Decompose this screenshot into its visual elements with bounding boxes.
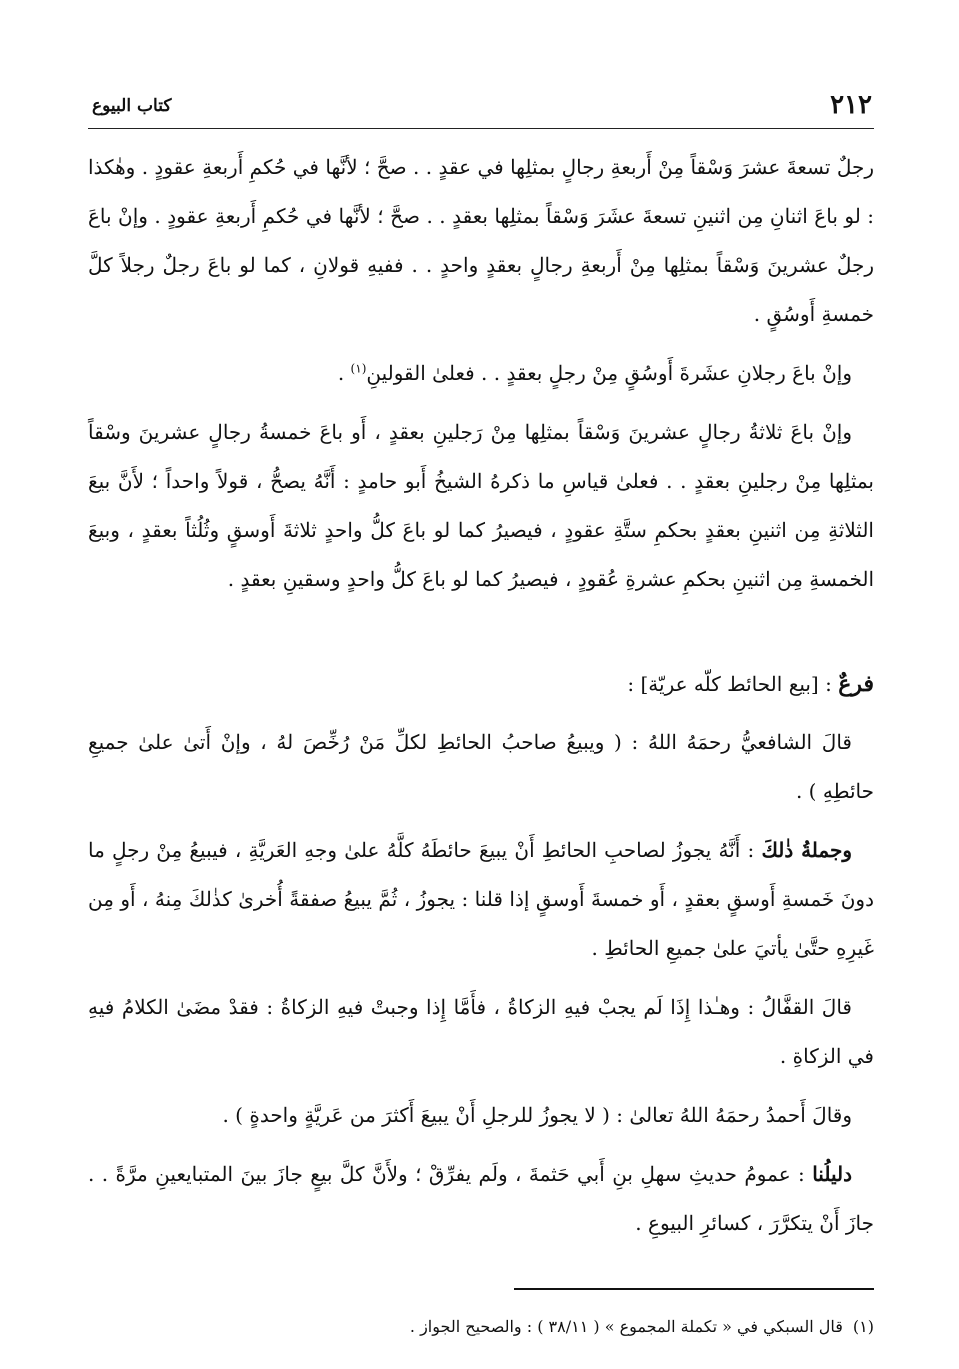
running-header xyxy=(88,88,874,129)
paragraph-3: وإنْ باعَ ثلاثةُ رجالٍ عشرينَ وَسْقاً بمثلِها مِنْ رَجلينِ بعقدٍ ، أَو باعَ خمسةُ رجالٍ عشرينَ وسْقاً بمثلِها مِنْ رجلينِ بعقدٍ . . فعلىٰ قياسِ ما ذكرهُ الشيخُ أَبو حامدٍ : أَنَّهُ يصحُّ ، قولاً واحداً ؛ لأَنَّ بيعَ الثلاثةِ مِن اثنينِ بعقدٍ بحكمِ ستَّةِ عقودٍ ، فيصيرُ كما لو باعَ كلُّ واحدٍ ثلاثةَ أَوسقٍ وثُلُثاً بعقدٍ ، وبيعَ الخمسةِ مِن اثنينِ بحكمِ عشرةِ عُقودٍ ، فيصيرُ كما لو باعَ كلُّ واحدٍ وسقينِ بعقدٍ . xyxy=(88,420,874,591)
footnote-reference: (١) xyxy=(350,361,367,376)
section-heading xyxy=(88,660,874,708)
page-number: ٢١٢ xyxy=(830,90,872,120)
paragraph-6: قالَ القفَّالُ : وهـٰذا إِذَا لَم يجبْ فيهِ الزكاةُ ، فأَمَّا إِذا وجبتْ فيهِ الزكاةُ : فقدْ مضَىٰ الكلامُ فيهِ في الزكاةِ . xyxy=(88,995,874,1068)
paragraph-2 xyxy=(88,349,874,398)
paragraph-8-lead: دليلُنا xyxy=(812,1162,852,1186)
paragraph-4: قالَ الشافعيُّ رحمَهُ اللهُ : ( ويبيعُ صاحبُ الحائطِ لكلِّ مَنْ رُخِّصَ لهُ ، وإنْ أَتىٰ علىٰ جميعِ حائطِهِ ) . xyxy=(88,730,874,803)
footnote xyxy=(88,1312,874,1342)
section-lead: فرعٌ xyxy=(838,671,874,697)
paragraph-5-lead: وجملةُ ذٰلكَ xyxy=(761,838,852,862)
paragraph-8 xyxy=(88,1150,874,1248)
page xyxy=(88,88,874,1336)
section-title: : [بيع الحائط كلّه عريّة] : xyxy=(627,672,839,696)
paragraph-5-text: : أَنَّهُ يجوزُ لصاحبِ الحائطِ أَنْ يبيعَ حائطَهُ كلَّهُ علىٰ وجهِ العَريَّةِ ، فيبيعُ مِنْ رجلٍ ما دونَ خَمسةِ أَوسقٍ بعقدٍ ، أَو خمسةَ أَوسقٍ إذا قلنا : يجوزُ ، ثُمَّ يبيعُ صفقةً أُخرىٰ كذٰلكَ مِنهُ ، أَو مِن غَيرِهِ حتَّىٰ يأتيَ علىٰ جميعِ الحائطِ . xyxy=(88,838,874,960)
paragraph-7: وقالَ أَحمدُ رحمَهُ اللهُ تعالىٰ : ( لا يجوزُ للرجلِ أَنْ يبيعَ أَكثرَ من عَريَّةٍ واحدةٍ ) . xyxy=(222,1103,852,1127)
book-title: كتاب البيوع xyxy=(92,96,172,116)
paragraph-1: رجلٌ تسعةَ عشرَ وَسْقاً مِنْ أَربعةِ رجالٍ بمثلِها في عقدٍ . . صحَّ ؛ لأنَّها في حُكمِ أَربعةِ عقودٍ . وهٰكذا : لو باعَ اثنانِ مِن اثنينِ تسعةَ عشَرَ وَسْقاً بمثلِها بعقدٍ . . صحَّ ؛ لأنَّها في حُكمِ أَربعةِ عقودٍ . وإنْ باعَ رجلٌ عشرينَ وَسْقاً بمثلِها مِنْ أَربعةِ رجالٍ بعقدٍ واحدٍ . . ففيهِ قولانِ ، كما لو باعَ رجلٌ رجلاً كلَّ خمسةِ أَوسُقٍ . xyxy=(88,155,874,326)
footnote-divider xyxy=(514,1288,874,1290)
paragraph-5 xyxy=(88,826,874,973)
paragraph-2-text: وإنْ باعَ رجلانِ عشَرةَ أَوسُقٍ مِنْ رجلٍ بعقدٍ . . فعلىٰ القولينِ xyxy=(366,361,852,385)
body-text xyxy=(88,143,874,1248)
footnote-number: (١) xyxy=(852,1317,874,1336)
paragraph-2-end: . xyxy=(337,361,351,385)
footnote-text: قال السبكي في « تكملة المجموع » ( ٣٨/١١ ) : والصحيح الجواز . xyxy=(409,1317,843,1336)
paragraph-8-text: : عمومُ حديثِ سهلِ بنِ أَبي حَثمةَ ، ولَم يفرِّقْ ؛ ولأَنَّ كلَّ بيعٍ جازَ بينَ المتبايعينِ مرَّةً . . جازَ أَنْ يتكرَّرَ ، كسائرِ البيوعِ . xyxy=(88,1162,874,1235)
